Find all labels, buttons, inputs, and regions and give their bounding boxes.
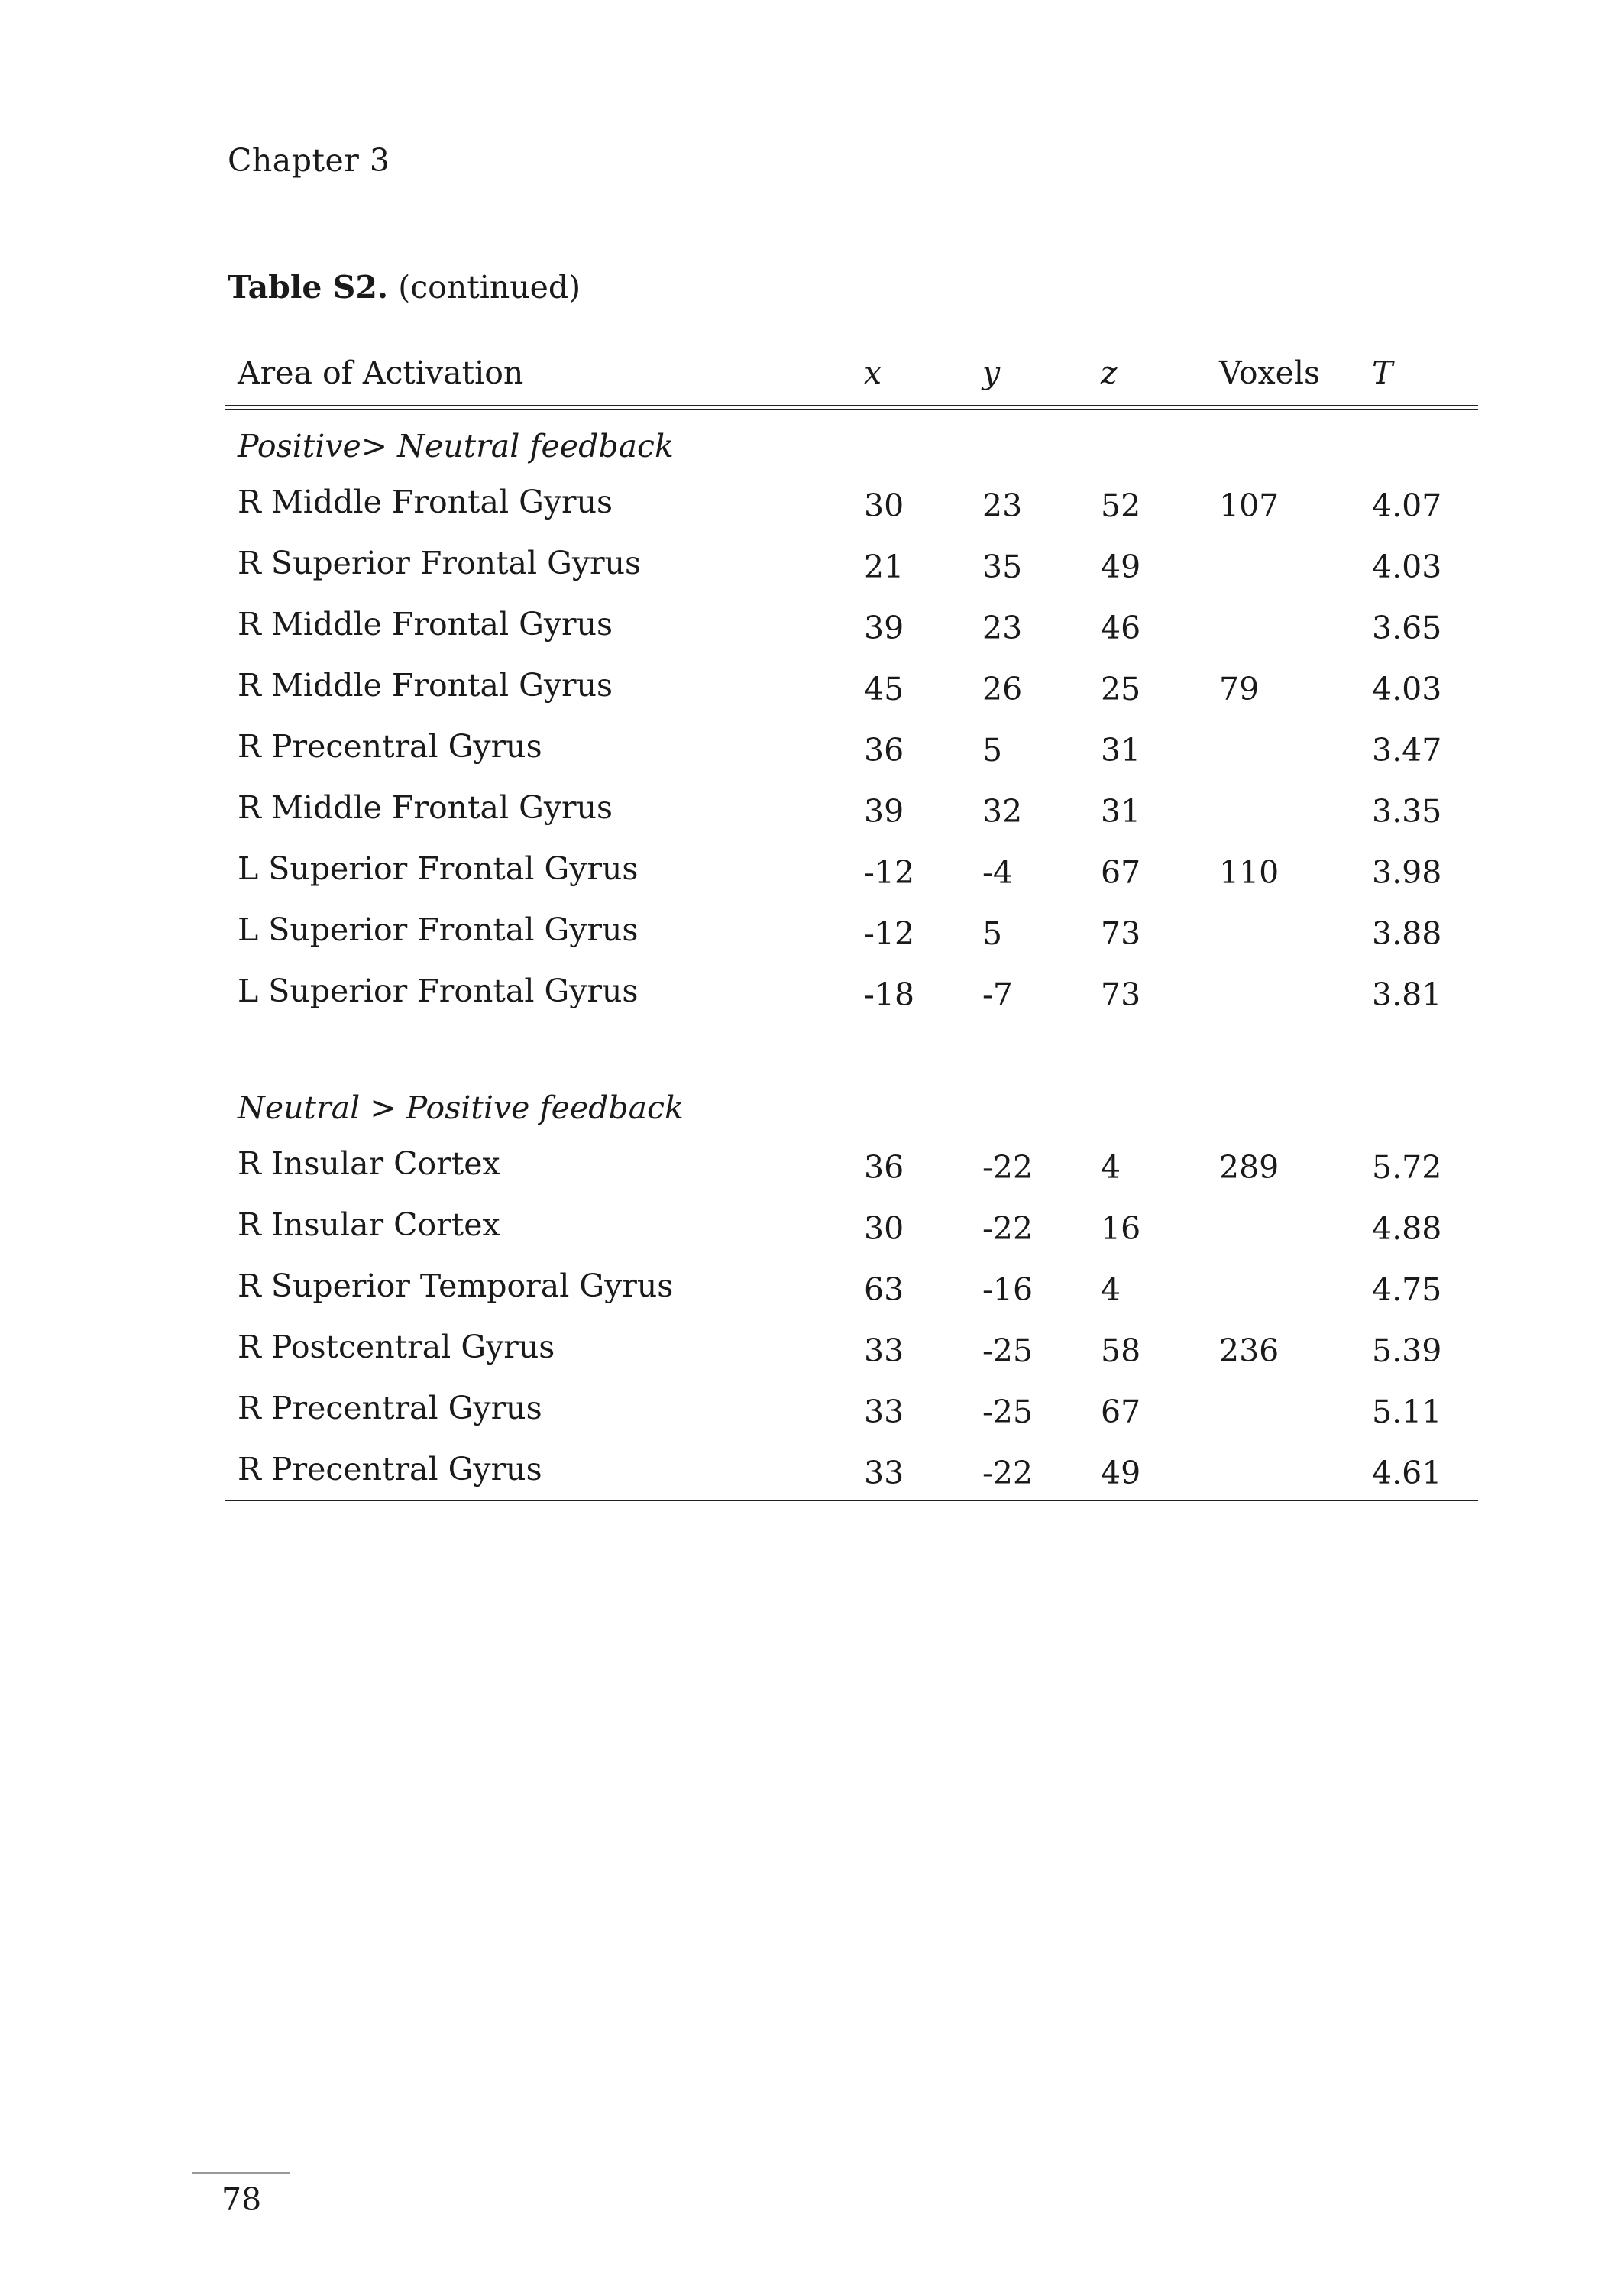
- cell-t: 3.65: [1372, 610, 1442, 646]
- cell-x: 30: [864, 1210, 904, 1247]
- cell-area: R Middle Frontal Gyrus: [238, 667, 613, 704]
- cell-t: 3.88: [1372, 915, 1442, 952]
- cell-y: 35: [982, 549, 1023, 585]
- cell-area: L Superior Frontal Gyrus: [238, 911, 639, 948]
- cell-z: 31: [1101, 732, 1141, 769]
- running-head: Chapter 3: [228, 142, 390, 179]
- cell-t: 4.03: [1372, 671, 1442, 707]
- cell-x: 36: [864, 732, 904, 769]
- cell-x: 33: [864, 1394, 904, 1430]
- cell-area: R Superior Frontal Gyrus: [238, 545, 642, 581]
- table-row: [225, 533, 1478, 594]
- cell-y: 23: [982, 610, 1023, 646]
- table-header-row: [225, 336, 1478, 408]
- table-row: [225, 594, 1478, 655]
- cell-x: 36: [864, 1149, 904, 1186]
- cell-area: L Superior Frontal Gyrus: [238, 850, 639, 887]
- cell-area: R Precentral Gyrus: [238, 728, 542, 765]
- cell-y: 5: [982, 732, 1003, 769]
- cell-t: 4.03: [1372, 549, 1442, 585]
- cell-voxels: 236: [1219, 1332, 1279, 1369]
- cell-z: 4: [1101, 1271, 1121, 1308]
- cell-y: -16: [982, 1271, 1034, 1308]
- table-row: [225, 777, 1478, 838]
- cell-voxels: [1207, 533, 1360, 594]
- table-row: [225, 1377, 1478, 1439]
- cell-voxels: [1207, 1194, 1360, 1255]
- cell-t: 5.11: [1372, 1394, 1442, 1430]
- cell-area: R Postcentral Gyrus: [238, 1329, 555, 1365]
- table-row: [225, 1133, 1478, 1194]
- cell-z: 52: [1101, 487, 1141, 524]
- cell-y: -22: [982, 1210, 1034, 1247]
- cell-t: 4.88: [1372, 1210, 1442, 1247]
- table-row: [225, 716, 1478, 777]
- cell-t: 3.47: [1372, 732, 1442, 769]
- cell-area: R Insular Cortex: [238, 1145, 500, 1182]
- cell-t: 4.61: [1360, 1439, 1478, 1500]
- cell-y: -7: [982, 976, 1013, 1013]
- cell-z: 67: [1101, 854, 1141, 891]
- cell-voxels: [1207, 960, 1360, 1021]
- cell-y: -25: [982, 1394, 1034, 1430]
- cell-t: 3.35: [1372, 793, 1442, 830]
- cell-voxels: [1207, 1439, 1360, 1500]
- cell-x: 33: [864, 1332, 904, 1369]
- cell-z: 16: [1101, 1210, 1141, 1247]
- table-row: [225, 471, 1478, 533]
- section-heading-row: [225, 1072, 1478, 1133]
- header-t: T: [1360, 336, 1478, 408]
- activation-table-container: [225, 336, 1478, 1501]
- cell-x: 45: [864, 671, 904, 707]
- cell-area: R Middle Frontal Gyrus: [238, 606, 613, 643]
- cell-x: 33: [852, 1439, 970, 1500]
- section-heading: Positive> Neutral feedback: [238, 428, 674, 465]
- cell-x: -12: [864, 915, 915, 952]
- section-spacer: [225, 1021, 1478, 1072]
- table-caption: [228, 269, 581, 306]
- cell-y: 26: [982, 671, 1023, 707]
- header-x: x: [852, 336, 970, 408]
- table-row: [225, 1439, 1478, 1500]
- cell-y: 32: [982, 793, 1023, 830]
- cell-voxels: [1207, 1255, 1360, 1316]
- cell-t: 5.39: [1372, 1332, 1442, 1369]
- cell-z: 49: [1089, 1439, 1207, 1500]
- cell-t: 3.98: [1372, 854, 1442, 891]
- cell-area: R Middle Frontal Gyrus: [238, 789, 613, 826]
- cell-voxels: 79: [1219, 671, 1260, 707]
- header-y: y: [970, 336, 1089, 408]
- section-heading: Neutral > Positive feedback: [238, 1089, 684, 1126]
- page-number: 78: [222, 2181, 262, 2218]
- table-row: [225, 960, 1478, 1021]
- cell-z: 67: [1101, 1394, 1141, 1430]
- table-row: [225, 838, 1478, 899]
- cell-y: 23: [982, 487, 1023, 524]
- header-area: Area of Activation: [225, 336, 852, 408]
- cell-z: 49: [1101, 549, 1141, 585]
- cell-z: 58: [1101, 1332, 1141, 1369]
- cell-x: -18: [864, 976, 915, 1013]
- cell-x: 21: [864, 549, 904, 585]
- cell-z: 4: [1101, 1149, 1121, 1186]
- cell-voxels: [1207, 594, 1360, 655]
- cell-t: 3.81: [1372, 976, 1442, 1013]
- cell-z: 25: [1101, 671, 1141, 707]
- cell-z: 31: [1101, 793, 1141, 830]
- cell-y: -25: [982, 1332, 1034, 1369]
- cell-area: R Middle Frontal Gyrus: [238, 484, 613, 520]
- cell-t: 4.07: [1372, 487, 1442, 524]
- cell-z: 73: [1101, 915, 1141, 952]
- table-row: [225, 1316, 1478, 1377]
- cell-z: 73: [1101, 976, 1141, 1013]
- cell-area: R Precentral Gyrus: [225, 1439, 852, 1500]
- cell-x: 39: [864, 793, 904, 830]
- cell-voxels: [1207, 716, 1360, 777]
- cell-voxels: [1207, 777, 1360, 838]
- cell-y: 5: [982, 915, 1003, 952]
- table-row: [225, 1194, 1478, 1255]
- cell-voxels: [1207, 899, 1360, 960]
- table-row: [225, 899, 1478, 960]
- cell-x: 39: [864, 610, 904, 646]
- header-z: z: [1089, 336, 1207, 408]
- cell-y: -22: [970, 1439, 1089, 1500]
- activation-table: [225, 336, 1478, 1501]
- cell-t: 5.72: [1372, 1149, 1442, 1186]
- cell-area: R Precentral Gyrus: [238, 1390, 542, 1426]
- cell-x: -12: [864, 854, 915, 891]
- cell-voxels: [1207, 1377, 1360, 1439]
- cell-voxels: 110: [1219, 854, 1279, 891]
- cell-z: 46: [1101, 610, 1141, 646]
- table-caption-label: Table S2.: [228, 269, 389, 306]
- cell-area: R Superior Temporal Gyrus: [238, 1267, 674, 1304]
- cell-x: 63: [864, 1271, 904, 1308]
- table-body: [225, 408, 1478, 1501]
- section-heading-row: [225, 408, 1478, 472]
- cell-area: R Insular Cortex: [238, 1206, 500, 1243]
- cell-voxels: 289: [1219, 1149, 1279, 1186]
- cell-y: -4: [982, 854, 1013, 891]
- header-voxels: Voxels: [1207, 336, 1360, 408]
- cell-voxels: 107: [1219, 487, 1279, 524]
- spacer-cell: [225, 1021, 1478, 1072]
- table-caption-text: (continued): [398, 269, 581, 306]
- table-row: [225, 1255, 1478, 1316]
- cell-y: -22: [982, 1149, 1034, 1186]
- cell-t: 4.75: [1372, 1271, 1442, 1308]
- cell-area: L Superior Frontal Gyrus: [238, 973, 639, 1009]
- cell-x: 30: [864, 487, 904, 524]
- table-row: [225, 655, 1478, 716]
- footer-rule: [192, 2172, 290, 2174]
